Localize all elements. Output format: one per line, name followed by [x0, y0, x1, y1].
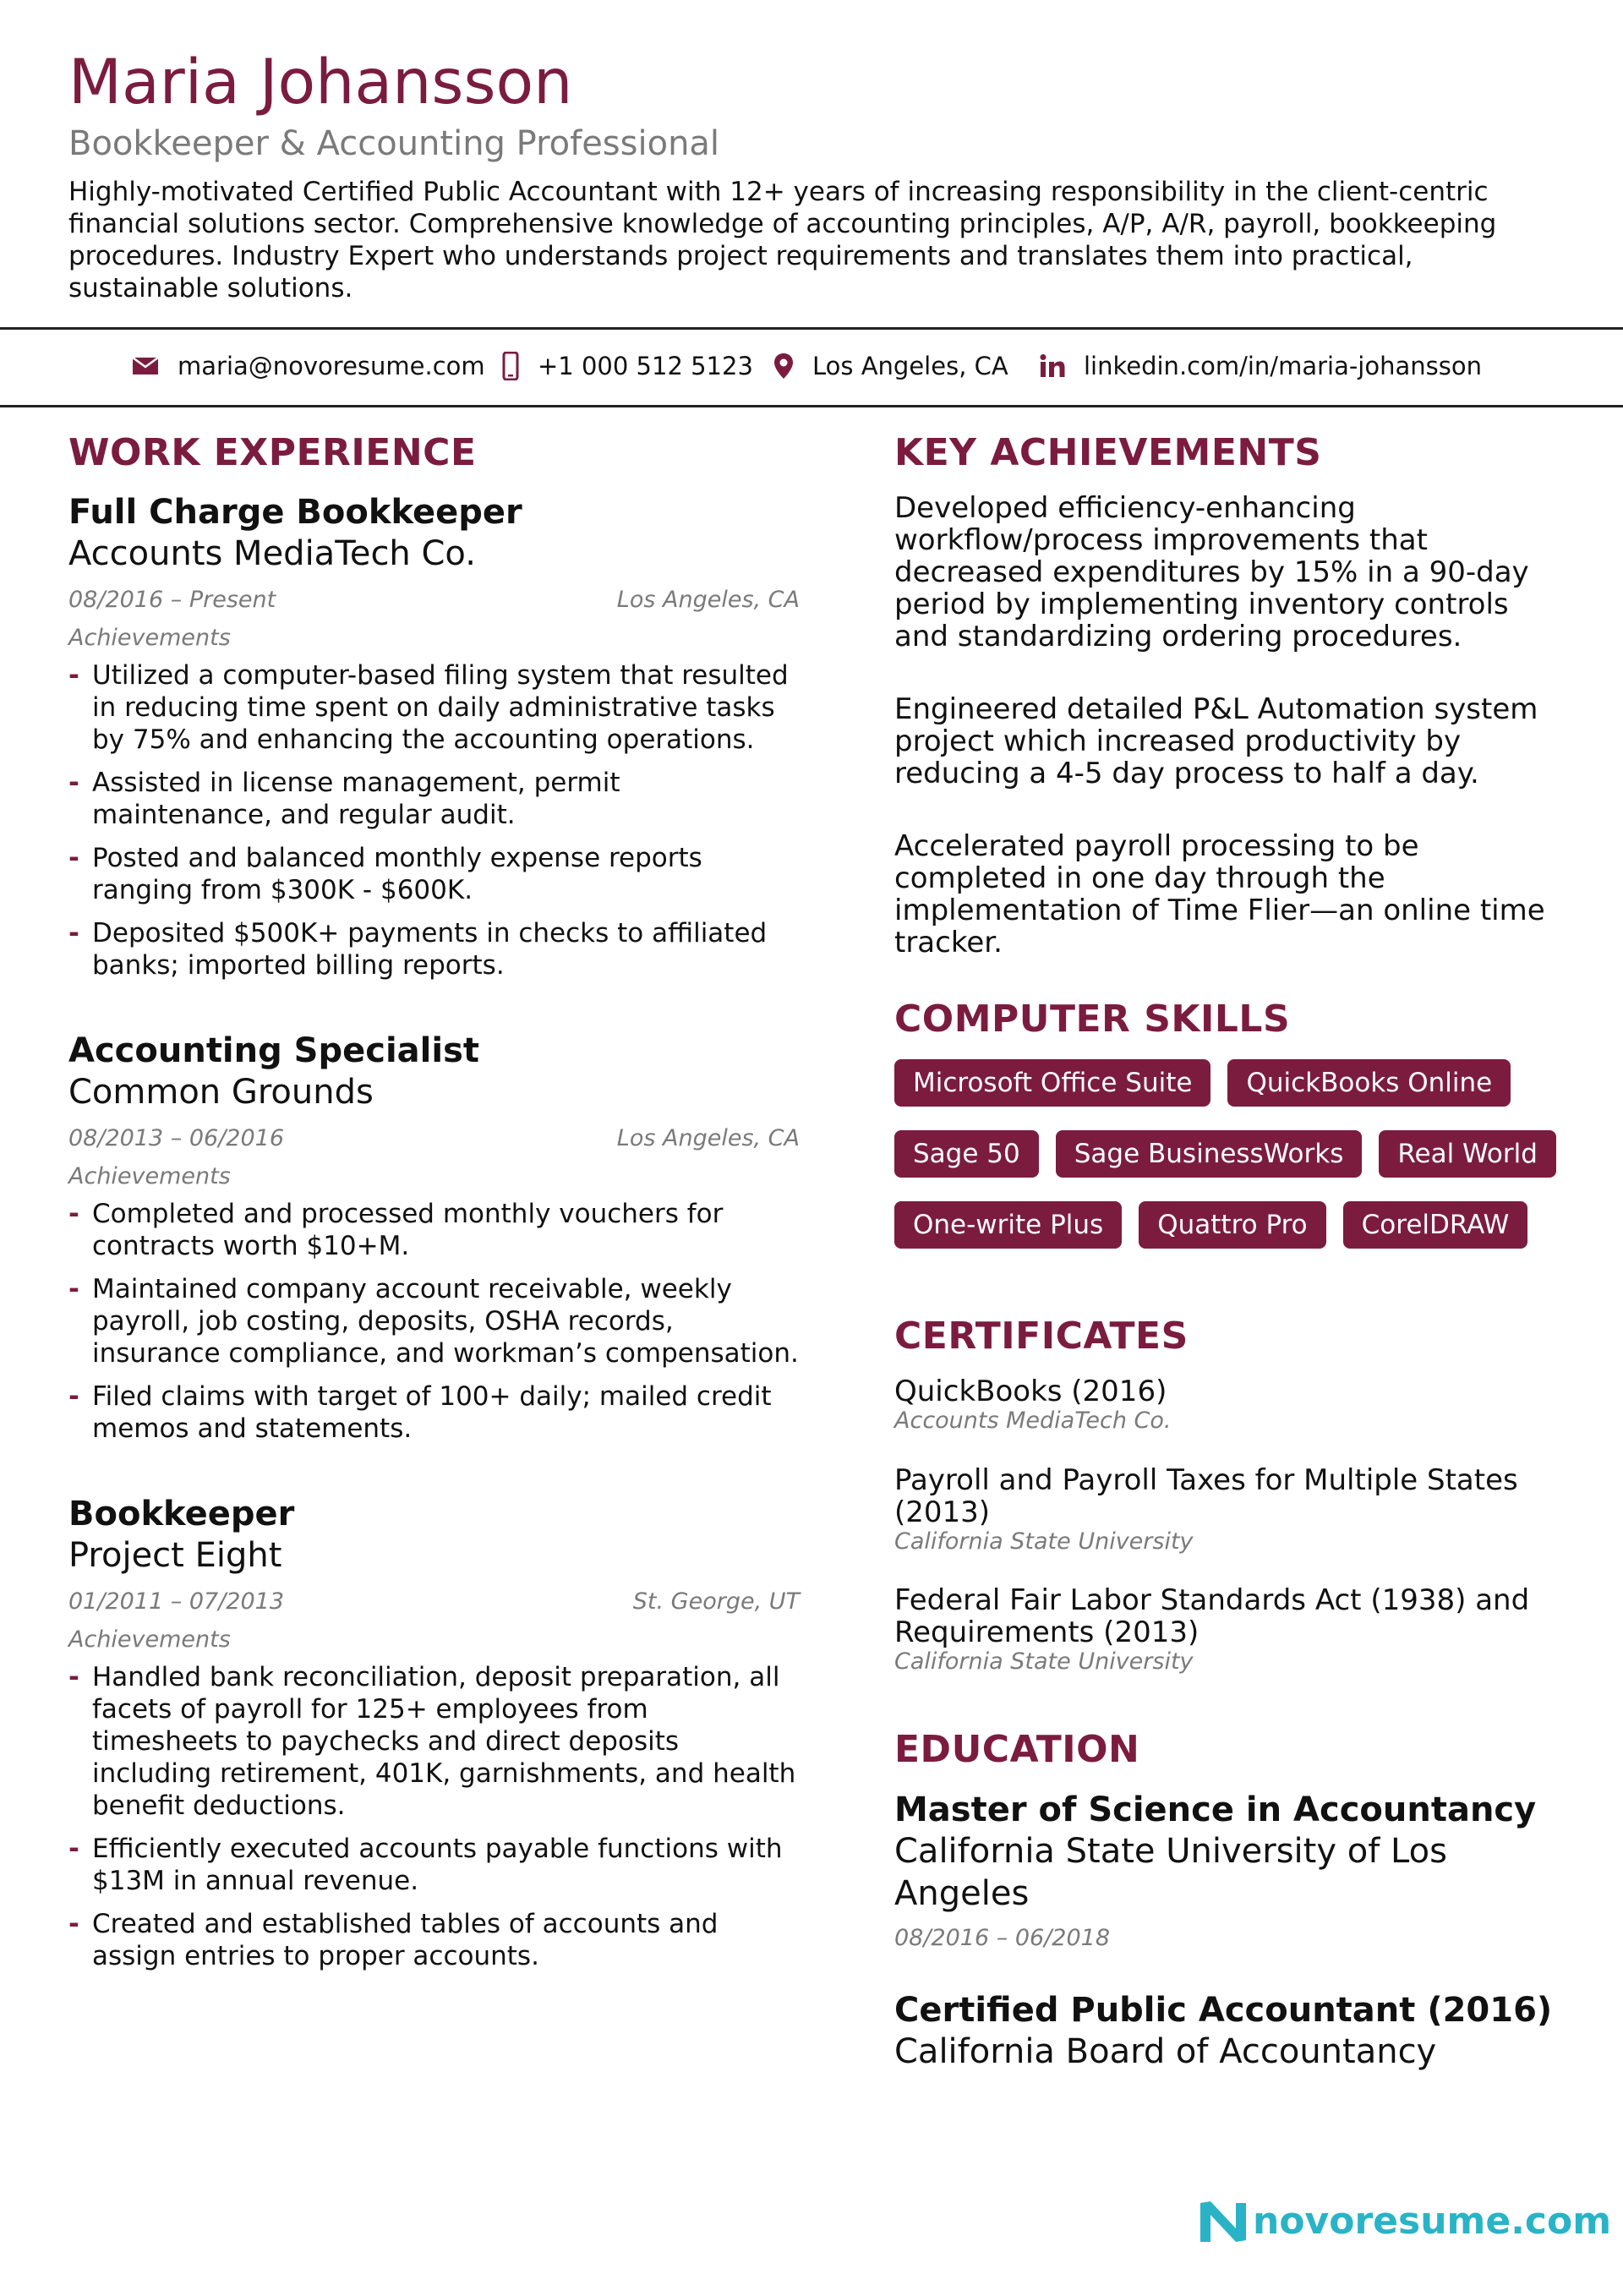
list-item: - Posted and balanced monthly expense reports ranging from $300K - $600K. [68, 843, 702, 906]
left-column [68, 433, 800, 2021]
bullet-dash: - [68, 918, 79, 949]
education-section [894, 1730, 1571, 2072]
contact-phone[interactable] [502, 352, 753, 380]
education-item [894, 1990, 1571, 2073]
skill-chip: One-write Plus [894, 1201, 1122, 1249]
job-location: St. George, UT [632, 1588, 800, 1615]
degree-name: Certified Public Accountant (2016) [894, 1990, 1553, 2030]
job-dates: 08/2013 – 06/2016 [68, 1125, 284, 1152]
skill-chips [894, 1059, 1571, 1249]
list-item: - Handled bank reconciliation, deposit preparation, all facets of payroll for 125+ employees from timesheets to paychecks and direct deposits including retirement, 401K, garnishments, and health benefit deductions. [68, 1662, 796, 1822]
summary-text: Highly-motivated Certified Public Accountant with 12+ years of increasing responsibility in the client-centric financial solutions sector. Comprehensive knowledge of accounting principles, A/P, A/R, payroll, bookkeeping procedures. Industry Expert who understands project requirements and translates them into practical, sustainable solutions. [68, 177, 1497, 304]
education-dates: 08/2016 – 06/2018 [894, 1924, 1110, 1951]
company-name: Accounts MediaTech Co. [68, 534, 476, 574]
certificate-issuer: California State University [894, 1648, 1194, 1675]
achievement-list [68, 1661, 800, 1972]
phone-text: +1 000 512 5123 [538, 352, 753, 380]
certificate-name: QuickBooks (2016) [894, 1375, 1167, 1409]
contact-linkedin[interactable] [1040, 352, 1482, 380]
job-title: Bookkeeper [68, 1495, 295, 1534]
job-entry [68, 492, 800, 981]
job-meta [68, 1125, 800, 1151]
candidate-name: Maria Johansson [68, 46, 573, 118]
job-entry [68, 1494, 800, 1972]
company-name: Project Eight [68, 1536, 282, 1576]
right-column [894, 433, 1571, 2112]
location-text: Los Angeles, CA [812, 352, 1008, 380]
certificate-item [894, 1464, 1571, 1555]
list-item: - Filed claims with target of 100+ daily; mailed credit memos and statements. [68, 1381, 772, 1445]
skill-chip: Sage 50 [894, 1130, 1039, 1178]
certificate-issuer: California State University [894, 1528, 1194, 1555]
skill-chip: Sage BusinessWorks [1056, 1130, 1363, 1178]
skill-chip: Quattro Pro [1139, 1201, 1325, 1249]
job-meta [68, 587, 800, 613]
job-meta [68, 1588, 800, 1615]
resume-header [68, 46, 1556, 304]
job-dates: 08/2016 – Present [68, 587, 276, 614]
bullet-dash: - [68, 1909, 79, 1940]
degree-name: Master of Science in Accountancy [894, 1790, 1537, 1829]
computer-skills-section [894, 999, 1571, 1248]
certificate-name: Federal Fair Labor Standards Act (1938) and Requirements (2013) [894, 1583, 1530, 1649]
achievements-label: Achievements [68, 625, 231, 652]
mobile-phone-icon [502, 352, 519, 380]
list-item: - Created and established tables of accounts and assign entries to proper accounts. [68, 1909, 719, 1972]
bullet-dash: - [68, 1834, 79, 1865]
list-item: - Assisted in license management, permit maintenance, and regular audit. [68, 768, 620, 831]
list-item: - Utilized a computer-based filing system that resulted in reducing time spent on daily administrative tasks by 75% and enhancing the accounting operations. [68, 660, 789, 756]
achievement-item: Engineered detailed P&L Automation system project which increased productivity by reducing a 4-5 day process to half a day. [894, 692, 1538, 791]
brand-text: novoresume.com [1253, 2200, 1612, 2243]
list-item: - Deposited $500K+ payments in checks to affiliated banks; imported billing reports. [68, 918, 768, 981]
computer-skills-heading: COMPUTER SKILLS [894, 998, 1291, 1041]
bullet-dash: - [68, 1381, 79, 1413]
job-location: Los Angeles, CA [616, 1125, 800, 1152]
candidate-title: Bookkeeper & Accounting Professional [68, 124, 720, 164]
bullet-dash: - [68, 1662, 79, 1693]
certificate-issuer: Accounts MediaTech Co. [894, 1408, 1172, 1435]
novoresume-n-icon [1199, 2200, 1248, 2244]
achievement-item: Developed efficiency-enhancing workflow/process improvements that decreased expenditures by 15% in a 90-day period by implementing inventory controls and standardizing ordering procedures. [894, 491, 1529, 654]
list-item: - Efficiently executed accounts payable functions with $13M in annual revenue. [68, 1834, 783, 1897]
company-name: Common Grounds [68, 1073, 374, 1112]
location-pin-icon [773, 353, 794, 380]
skill-chip: QuickBooks Online [1227, 1059, 1511, 1107]
school-name: California Board of Accountancy [894, 2031, 1437, 2071]
contact-bar [0, 327, 1623, 407]
novoresume-logo[interactable] [1199, 2200, 1611, 2244]
job-entry [68, 1030, 800, 1445]
bullet-dash: - [68, 768, 79, 799]
job-location: Los Angeles, CA [616, 587, 800, 614]
key-achievements-heading: KEY ACHIEVEMENTS [894, 431, 1322, 474]
bullet-dash: - [68, 1274, 79, 1305]
education-heading: EDUCATION [894, 1728, 1140, 1772]
job-title: Accounting Specialist [68, 1031, 480, 1071]
skill-chip: Real World [1379, 1130, 1556, 1178]
certificate-item [894, 1584, 1571, 1676]
email-text: maria@novoresume.com [178, 352, 485, 380]
school-name: California State University of Los Angeles [894, 1831, 1447, 1913]
contact-email[interactable] [132, 352, 485, 380]
certificate-item [894, 1375, 1571, 1435]
work-experience-heading: WORK EXPERIENCE [68, 431, 477, 474]
linkedin-text: linkedin.com/in/maria-johansson [1084, 352, 1482, 380]
list-item: - Maintained company account receivable, weekly payroll, job costing, deposits, OSHA records, insurance compliance, and workman’s compensation. [68, 1274, 799, 1369]
education-item [894, 1790, 1571, 1951]
achievement-list [68, 659, 800, 981]
bullet-dash: - [68, 843, 79, 874]
skill-chip: Microsoft Office Suite [894, 1059, 1210, 1107]
certificates-section [894, 1316, 1571, 1676]
achievements-label: Achievements [68, 1163, 231, 1190]
job-dates: 01/2011 – 07/2013 [68, 1588, 284, 1615]
bullet-dash: - [68, 1199, 79, 1230]
achievement-list [68, 1198, 800, 1445]
envelope-icon [132, 356, 159, 376]
skill-chip: CorelDRAW [1343, 1201, 1528, 1249]
list-item: - Completed and processed monthly vouchers for contracts worth $10+M. [68, 1199, 724, 1262]
bullet-dash: - [68, 660, 79, 692]
linkedin-icon [1040, 354, 1065, 378]
certificates-heading: CERTIFICATES [894, 1314, 1189, 1358]
achievement-item: Accelerated payroll processing to be completed in one day through the implementation of Time Flier—an online time tracker. [894, 829, 1545, 960]
contact-location [773, 352, 1008, 380]
job-title: Full Charge Bookkeeper [68, 493, 522, 533]
achievements-label: Achievements [68, 1626, 231, 1654]
certificate-name: Payroll and Payroll Taxes for Multiple States (2013) [894, 1462, 1518, 1529]
